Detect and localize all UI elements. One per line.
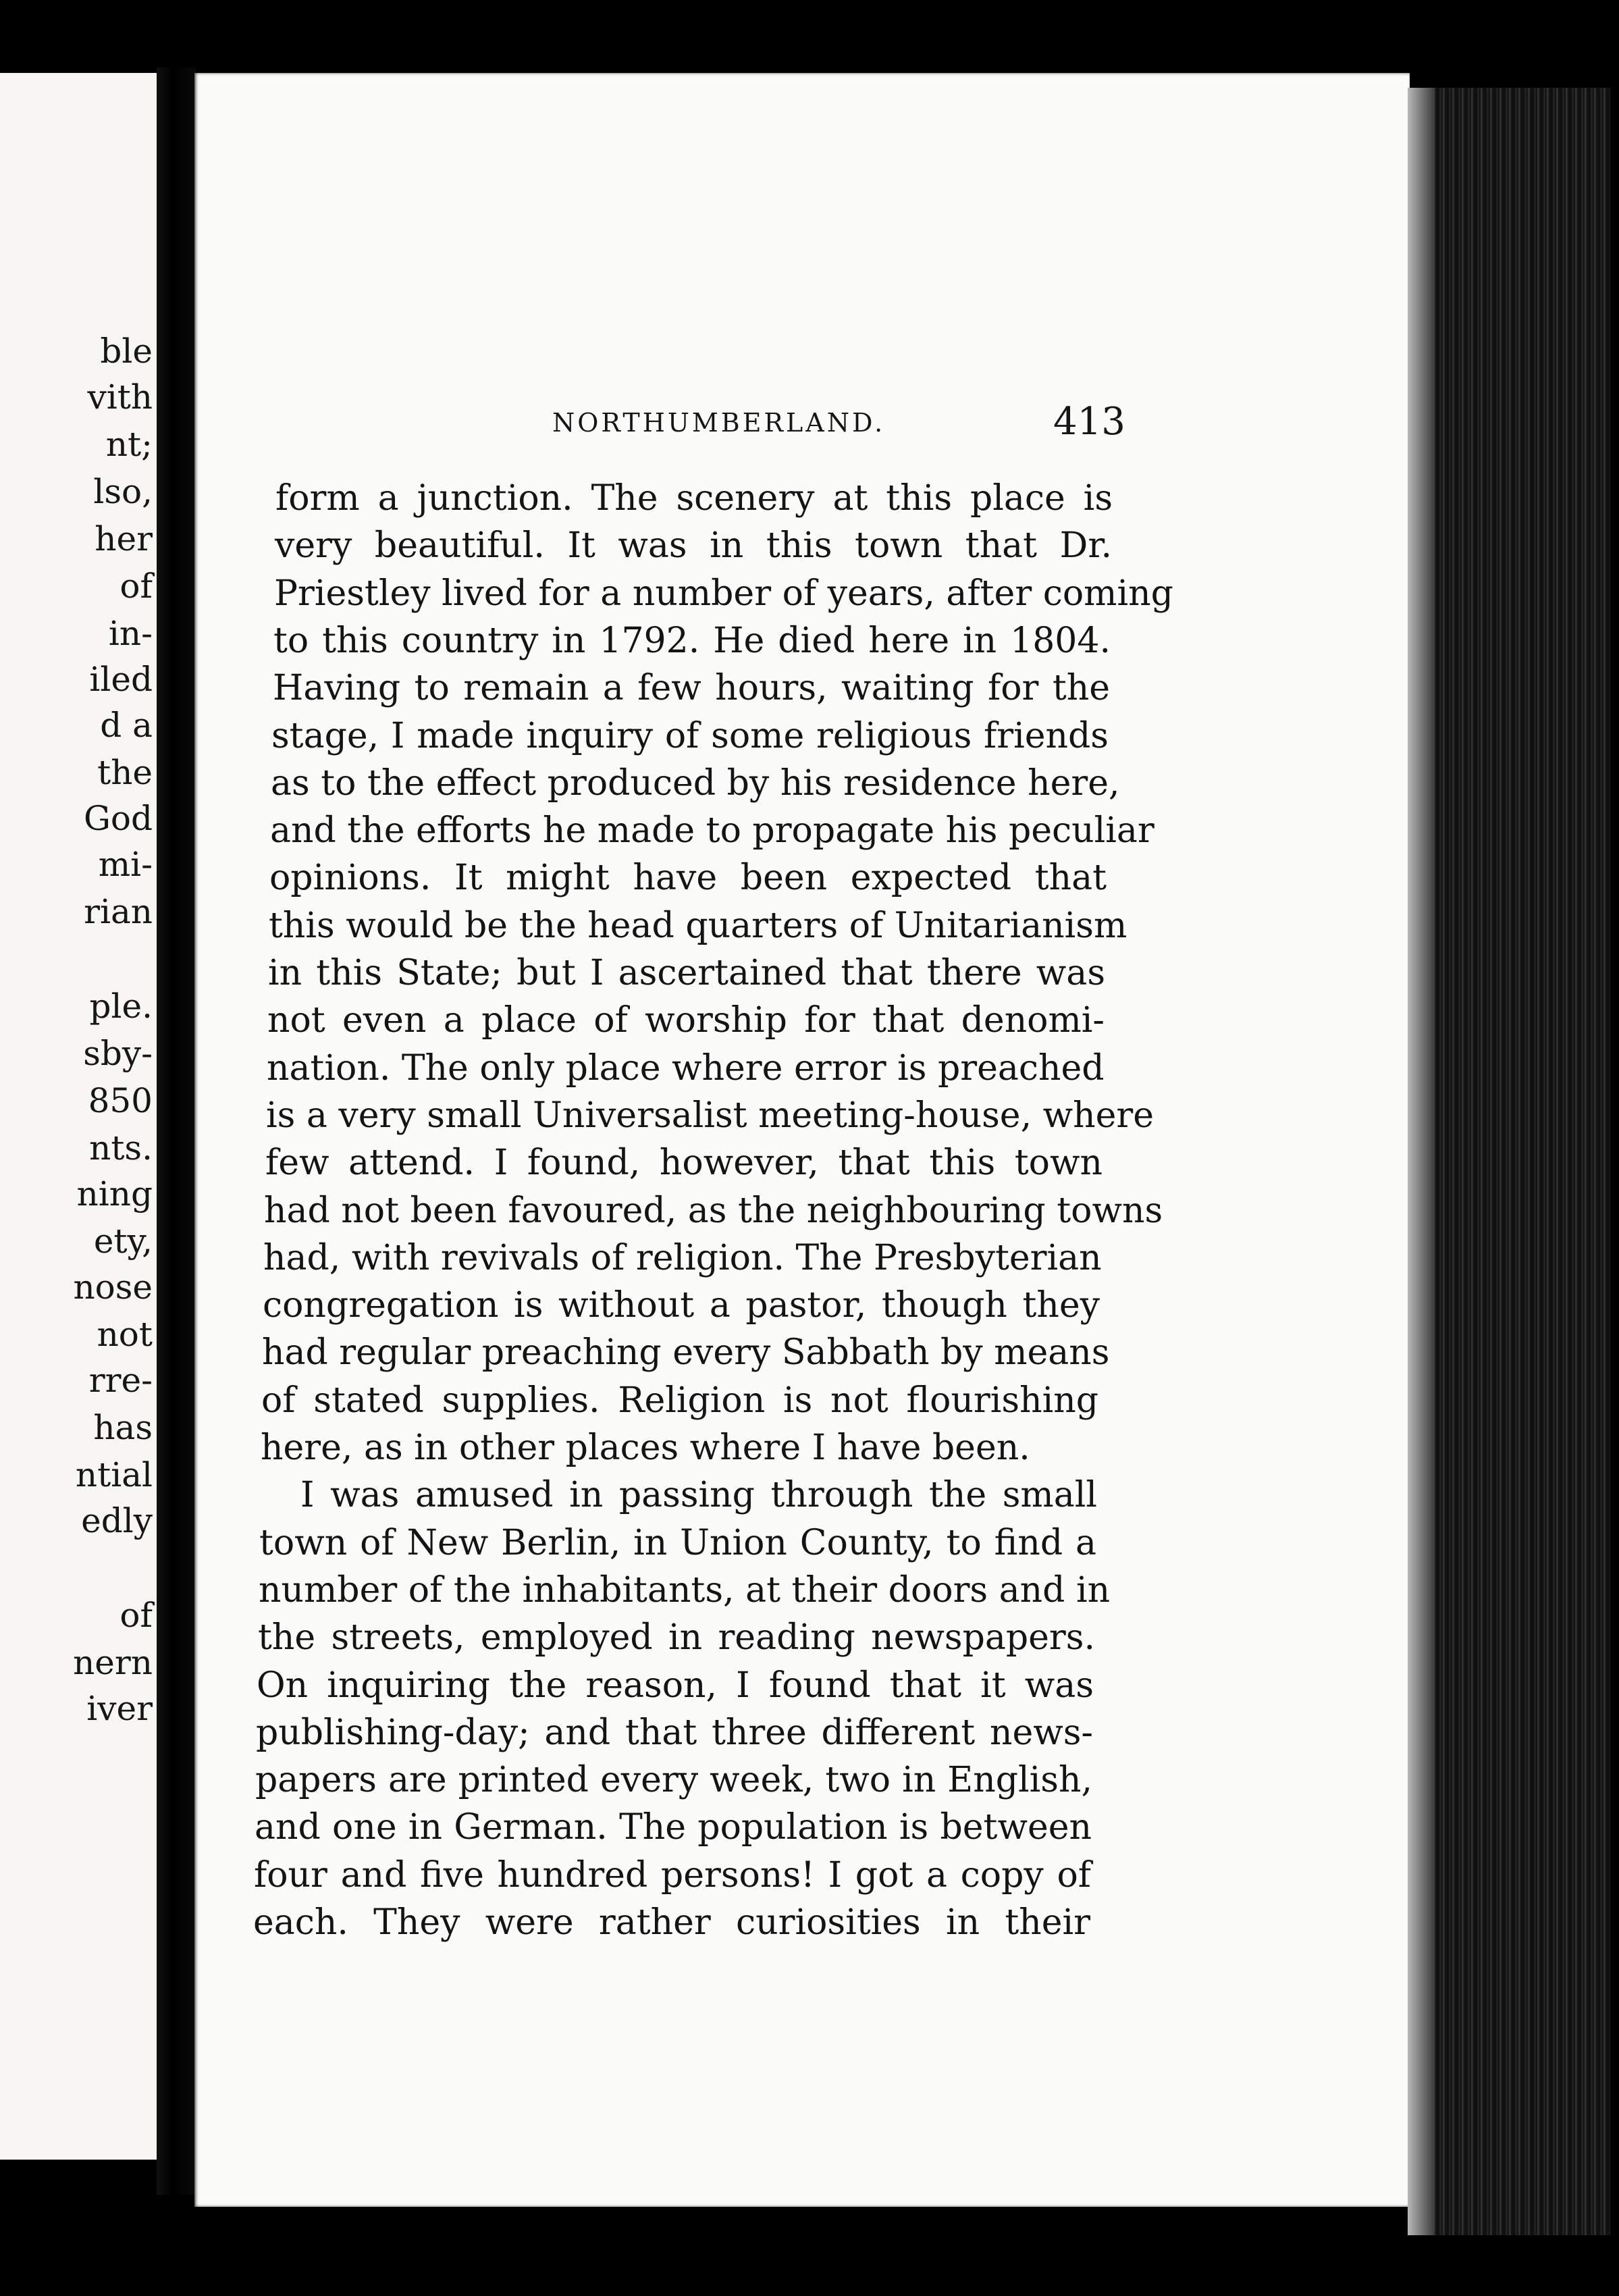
text-line: town of New Berlin, in Union County, to find a	[259, 1523, 1096, 1563]
text-line: publishing-day; and that three different news-	[256, 1713, 1093, 1753]
text-line: opinions. It might have been expected that	[269, 858, 1107, 898]
text-line: number of the inhabitants, at their doors and in	[259, 1570, 1111, 1611]
text-line: I was amused in passing through the small	[300, 1475, 1097, 1515]
left-facing-page	[0, 73, 157, 2160]
left-page-text-fragment: in-	[108, 614, 153, 653]
text-line: of stated supplies. Religion is not flourishing	[261, 1380, 1098, 1421]
left-page-text-fragment: ety,	[93, 1222, 153, 1261]
text-line: had regular preaching every Sabbath by means	[262, 1332, 1110, 1373]
left-page-text-fragment: iled	[89, 660, 153, 699]
text-line: four and five hundred persons! I got a copy of	[254, 1855, 1091, 1896]
text-line: to this country in 1792. He died here in 1804.	[273, 621, 1111, 661]
left-page-text-fragment: her	[95, 519, 153, 558]
left-page-text-fragment: sby-	[83, 1034, 153, 1073]
left-page-text-fragment: nern	[73, 1643, 153, 1682]
text-line: Priestley lived for a number of years, after coming	[274, 573, 1173, 614]
left-page-text-fragment: ble	[100, 332, 153, 371]
text-line: this would be the head quarters of Unitarianism	[269, 906, 1127, 946]
left-page-text-fragment: ple.	[89, 987, 153, 1026]
left-page-text-fragment: 850	[88, 1081, 153, 1120]
text-line: On inquiring the reason, I found that it was	[257, 1665, 1094, 1706]
page-number: 413	[1053, 400, 1125, 444]
text-line: Having to remain a few hours, waiting for the	[273, 668, 1110, 708]
left-page-text-fragment: of	[120, 1596, 153, 1635]
left-page-text-fragment: of	[120, 567, 153, 606]
text-line: in this State; but I ascertained that there was	[268, 953, 1105, 993]
text-line: each. They were rather curiosities in their	[253, 1902, 1090, 1943]
page-block-edges	[1408, 88, 1610, 2235]
text-line: congregation is without a pastor, though they	[263, 1285, 1100, 1326]
left-page-text-fragment: rian	[84, 892, 153, 931]
text-line: here, as in other places where I have been.	[261, 1428, 1030, 1468]
left-page-text-fragment: ning	[76, 1174, 153, 1214]
left-page-text-fragment: not	[97, 1315, 153, 1354]
text-line: is a very small Universalist meeting-house, where	[266, 1095, 1154, 1136]
left-page-text-fragment: d a	[100, 706, 153, 745]
book-gutter	[157, 68, 196, 2195]
text-line: few attend. I found, however, that this town	[265, 1143, 1103, 1183]
left-page-text-fragment: lso,	[93, 472, 153, 511]
text-line: as to the effect produced by his residence here,	[271, 763, 1120, 804]
text-line: very beautiful. It was in this town that Dr.	[275, 525, 1112, 566]
left-page-text-fragment: mi-	[98, 845, 153, 884]
running-head	[194, 400, 1410, 444]
text-line: nation. The only place where error is preached	[267, 1048, 1105, 1089]
left-page-text-fragment: nt;	[105, 425, 153, 464]
left-page-text-fragment: the	[97, 753, 153, 792]
text-line: the streets, employed in reading newspapers.	[258, 1617, 1095, 1658]
text-line: had, with revivals of religion. The Presbyterian	[263, 1238, 1102, 1278]
text-line: had not been favoured, as the neighbouring towns	[264, 1191, 1163, 1231]
left-page-text-fragment: nose	[73, 1268, 153, 1307]
left-page-text-fragment: nts.	[89, 1128, 153, 1168]
left-page-text-fragment: iver	[86, 1689, 153, 1728]
text-line: and the efforts he made to propagate his peculiar	[270, 810, 1154, 851]
left-page-text-fragment: ntial	[75, 1455, 153, 1494]
left-page-text-fragment: edly	[81, 1501, 153, 1540]
running-head-title: NORTHUMBERLAND.	[552, 408, 886, 438]
text-line: not even a place of worship for that denomi-	[267, 1000, 1105, 1041]
text-line: stage, I made inquiry of some religious friends	[271, 716, 1109, 756]
left-page-text-fragment: has	[93, 1408, 153, 1447]
text-line: and one in German. The population is between	[255, 1807, 1092, 1848]
text-line: papers are printed every week, two in English,	[255, 1760, 1092, 1800]
left-page-text-fragment: God	[83, 799, 153, 838]
left-page-text-fragment: vith	[87, 377, 153, 417]
left-page-text-fragment: rre-	[88, 1361, 153, 1400]
book-page	[194, 73, 1410, 2207]
text-line: form a junction. The scenery at this place is	[275, 478, 1113, 519]
